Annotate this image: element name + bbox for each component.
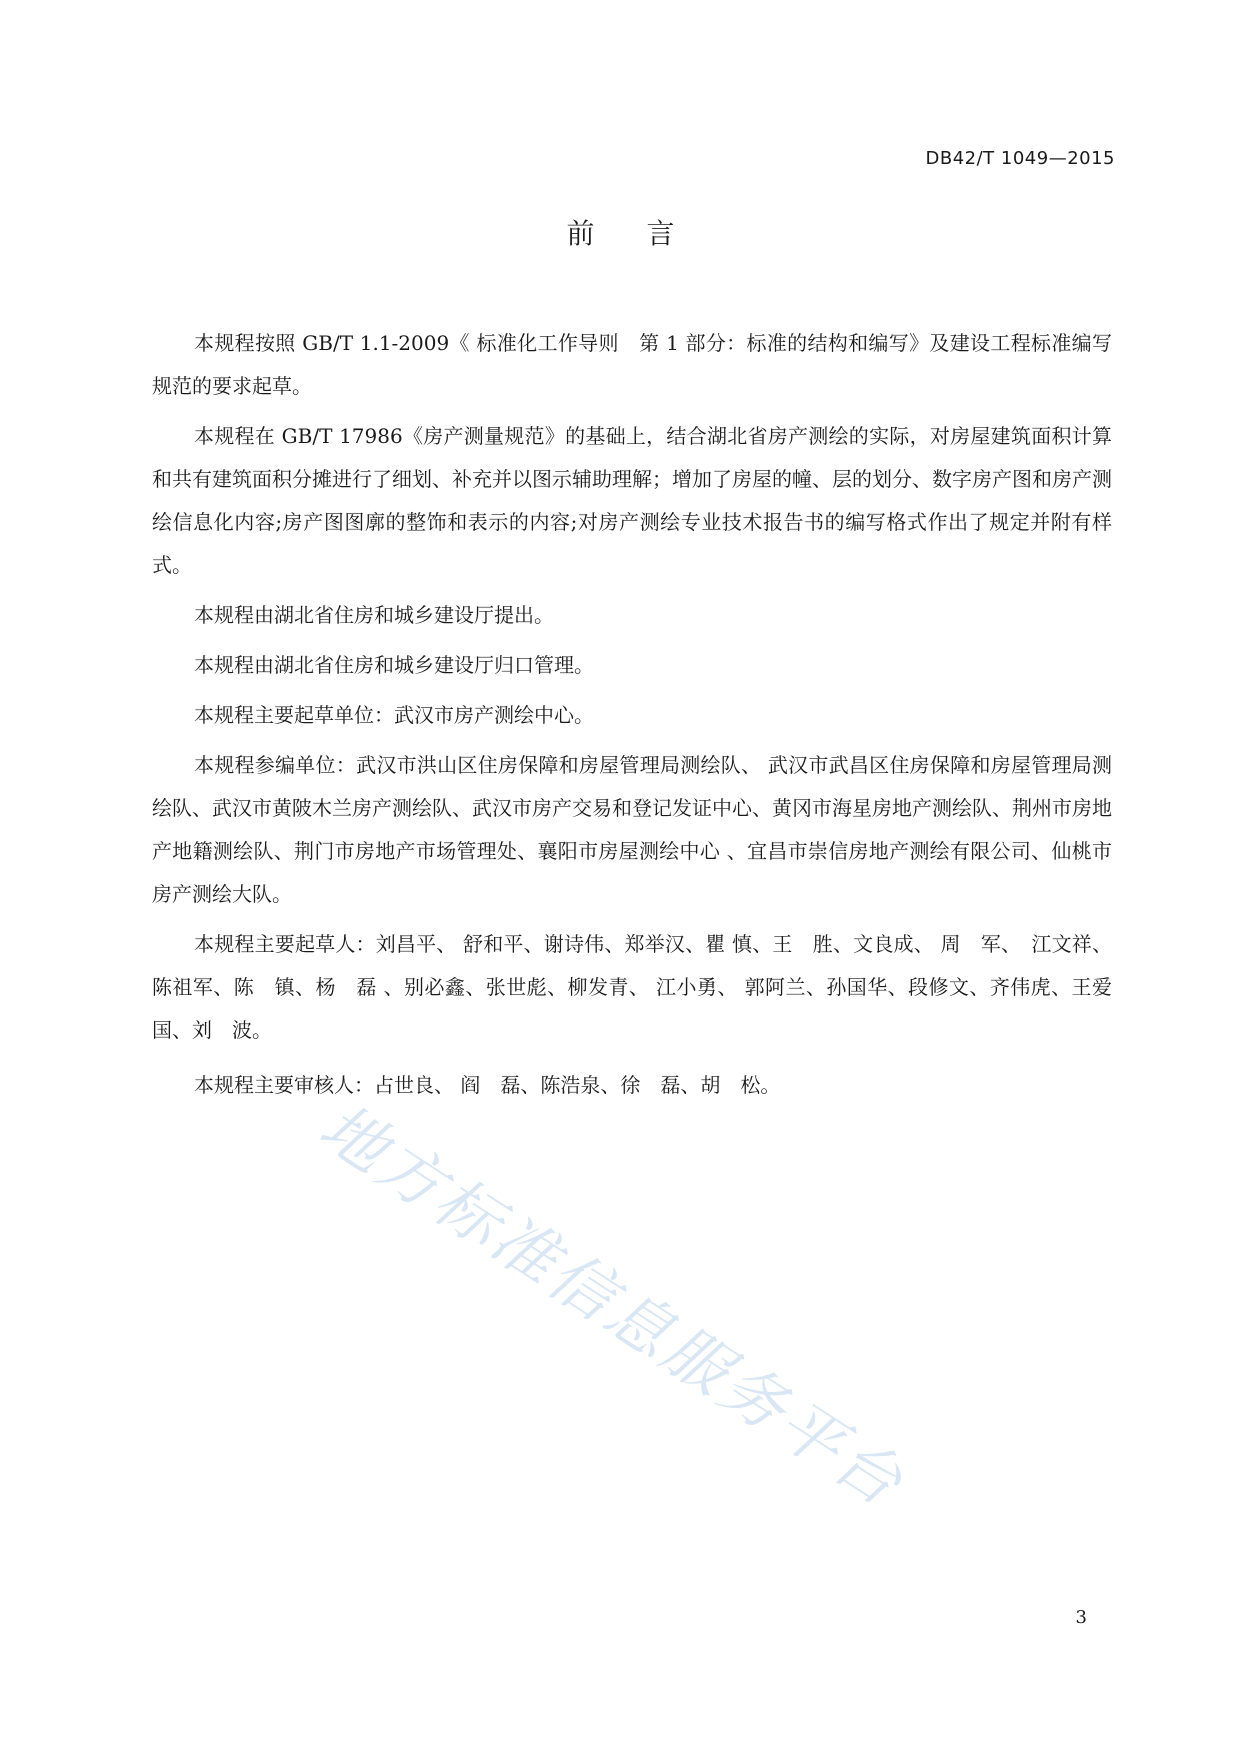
page-number: 3 [1075, 1607, 1087, 1628]
paragraph-management: 本规程由湖北省住房和城乡建设厅归口管理。 [194, 653, 594, 677]
paragraph-scope: 本规程在 GB/T 17986《房产测量规范》的基础上，结合湖北省房产测绘的实际，对房屋建筑面积计算和共有建筑面积分摊进行了细划、补充并以图示辅助理解；增加了房屋的幢、层的划分、数字房产图和房产测绘信息化内容;房产图图廓的整饰和表示的内容;对房产测绘专业技术报告书的编写格式作出了规定并附有样式。 [152, 424, 1112, 577]
page-title [0, 212, 1241, 252]
paragraph-proposer: 本规程由湖北省住房和城乡建设厅提出。 [194, 603, 554, 627]
paragraph-drafters: 本规程主要起草人：刘昌平、 舒和平、谢诗伟、郑举汉、瞿 慎、王 胜、文良成、 周 军、 江文祥、陈祖军、陈 镇、杨 磊 、别必鑫、张世彪、柳发青、 江小勇、 郭阿兰、孙国华、段修文、齐伟虎、王爱国、刘 波。 [152, 932, 1112, 1042]
title-char-1: 前 [566, 217, 595, 250]
paragraph-drafting-unit: 本规程主要起草单位：武汉市房产测绘中心。 [194, 703, 594, 727]
paragraph-reviewers: 本规程主要审核人：占世良、 阎 磊、陈浩泉、徐 磊、胡 松。 [194, 1073, 781, 1097]
paragraph-drafting-basis: 本规程按照 GB/T 1.1-2009《 标准化工作导则 第 1 部分：标准的结构和编写》及建设工程标准编写规范的要求起草。 [152, 331, 1112, 398]
paragraph-participating-units: 本规程参编单位：武汉市洪山区住房保障和房屋管理局测绘队、 武汉市武昌区住房保障和房屋管理局测绘队、武汉市黄陂木兰房产测绘队、武汉市房产交易和登记发证中心、黄冈市海星房地产测绘队、荆州市房地产地籍测绘队、荆门市房地产市场管理处、襄阳市房屋测绘中心 、宜昌市崇信房地产测绘有限公司、仙桃市房产测绘大队。 [152, 753, 1112, 906]
foreword-body [152, 322, 1112, 1114]
document-code: DB42/T 1049—2015 [925, 148, 1115, 169]
watermark: 地方标准信息服务平台 [306, 1090, 918, 1523]
title-char-2: 言 [646, 217, 675, 250]
